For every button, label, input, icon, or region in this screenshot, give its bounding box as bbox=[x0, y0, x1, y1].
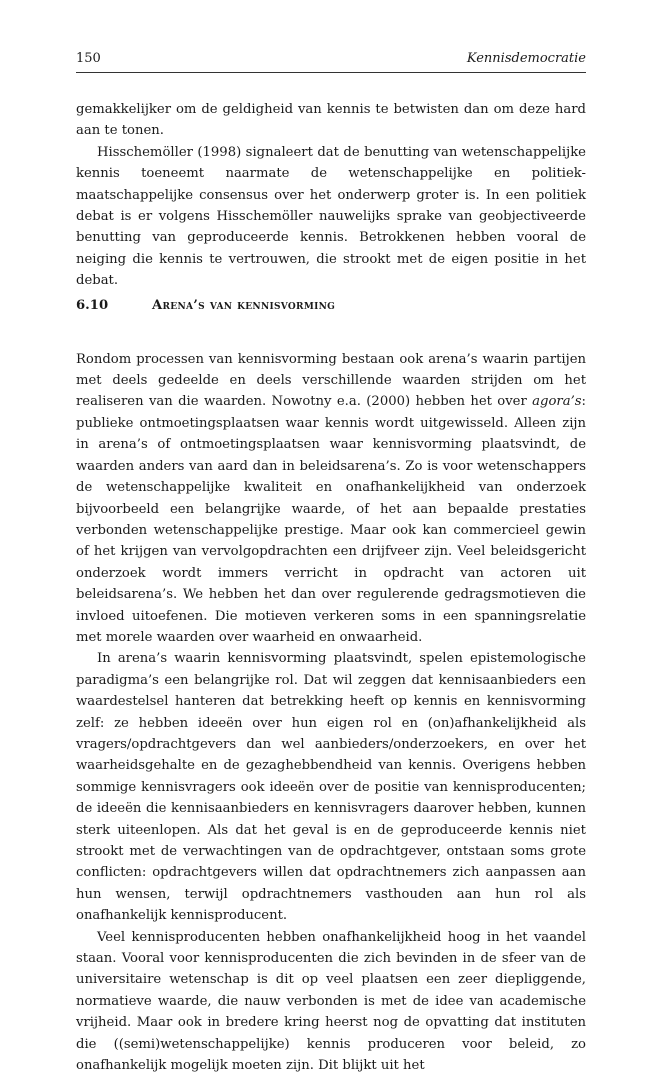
book-page bbox=[76, 0, 586, 1074]
paragraph: Hisschemöller (1998) signaleert dat de benutting van wetenschappelijke kennis toeneemt naarmate de wetenschappelijke en politiek-maatschappelijke consensus over het onderwerp groter is. In een politiek debat is er volgens Hisschemöller nauwelijks sprake van geobjectiveerde benutting van geproduceerde kennis. Betrokkenen hebben vooral de neiging die kennis te vertrouwen, die strookt met de eigen positie in het debat. bbox=[76, 144, 586, 289]
section-number: 6.10 bbox=[76, 297, 109, 313]
section-heading bbox=[76, 292, 586, 349]
paragraph-text: : publieke ontmoetingsplaatsen waar kennis wordt uitgewisseld. Alleen zijn in arena’s of ontmoetingsplaatsen waar kennisvorming plaatsvindt, de waarden anders van aard dan in beleidsarena’s. Zo is voor wetenschappers de wetenschappelijke kwaliteit en onafhankelijkheid van onderzoek bijvoorbeeld een belangrijke waarde, of het aan bepaalde prestaties verbonden wetenschappelijke prestige. Maar ook kan commercieel gewin of het krijgen van vervolgopdrachten een drijfveer zijn. Veel beleidsgericht onderzoek wordt immers verricht in opdracht van actoren uit beleidsarena’s. We hebben het dan over regulerende gedragsmotieven die invloed uitoefenen. Die motieven verkeren soms in een spanningsrelatie met morele waarden over waarheid en onwaarheid. bbox=[76, 394, 586, 645]
paragraph: Veel kennisproducenten hebben onafhankelijkheid hoog in het vaandel staan. Vooral voor kennisproducenten die zich bevinden in de sfeer van de universitaire wetenschap is dit op veel plaatsen een zeer diepliggende, normatieve waarde, die nauw verbonden is met de idee van academische vrijheid. Maar ook in bredere kring heerst nog de opvatting dat instituten die ((semi)wetenschappelijke) kennis produceren voor beleid, zo onafhankelijk mogelijk moeten zijn. Dit blijkt uit het bbox=[76, 929, 586, 1074]
body-text bbox=[76, 99, 586, 1076]
page-number: 150 bbox=[76, 51, 101, 66]
running-header bbox=[76, 45, 586, 75]
italic-term: agora’s bbox=[532, 394, 582, 410]
paragraph: In arena’s waarin kennisvorming plaatsvindt, spelen epistemologische paradigma’s een belangrijke rol. Dat wil zeggen dat kennisaanbieders een waardestelsel hanteren dat betrekking heeft op kennis en kennisvorming zelf: ze hebben ideeën over hun eigen rol en (on)afhankelijkheid als vragers/opdrachtgevers dan wel aanbieders/onderzoekers, en over het waarheidsgehalte en de gezaghebbendheid van kennis. Overigens hebben sommige kennisvragers ook ideeën over de positie van kennisproducenten; de ideeën die kennisaanbieders en kennisvragers daarover hebben, kunnen sterk uiteenlopen. Als dat het geval is en de geproduceerde kennis niet strookt met de verwachtingen van de opdrachtgever, ontstaan soms grote conflicten: opdrachtgevers willen dat opdrachtnemers zich aanpassen aan hun wensen, terwijl opdrachtnemers vasthouden aan hun rol als onafhankelijk kennisproducent. bbox=[76, 651, 586, 924]
paragraph: gemakkelijker om de geldigheid van kennis te betwisten dan om deze hard aan te tonen. bbox=[76, 102, 586, 139]
paragraph-text: Rondom processen van kennisvorming bestaan ook arena’s waarin partijen met deels gedeelde en deels verschillende waarden strijden om het realiseren van die waarden. Nowotny e.a. (2000) hebben het over bbox=[76, 351, 586, 410]
paragraph bbox=[76, 349, 586, 649]
running-title: Kennisdemocratie bbox=[466, 51, 586, 66]
header-rule bbox=[76, 72, 586, 73]
section-title: Arena’s van kennisvorming bbox=[152, 297, 336, 313]
